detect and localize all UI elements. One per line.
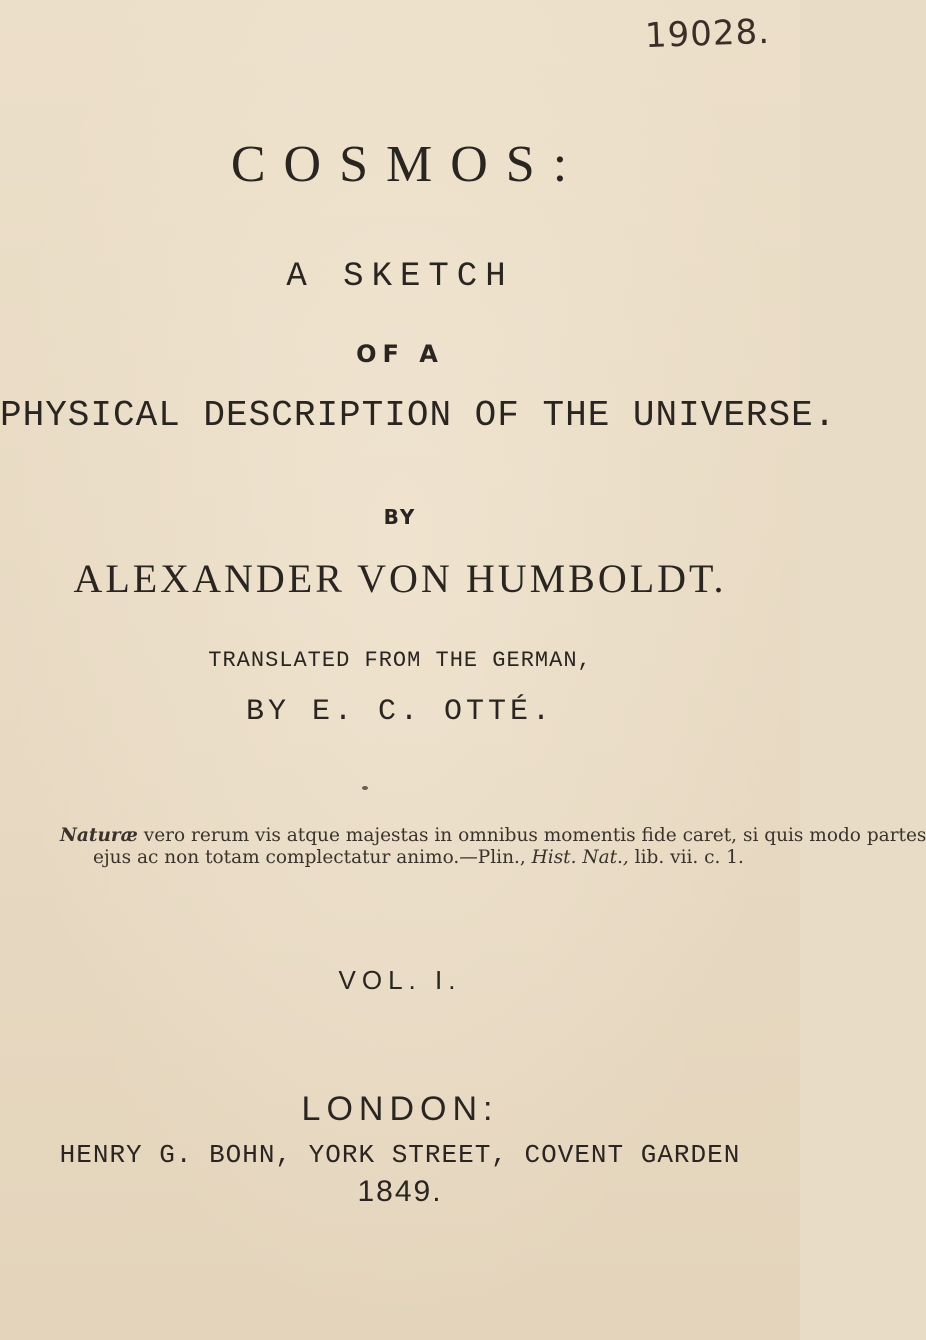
subtitle-line-2: OF A [356,340,444,368]
subtitle-line-1: A SKETCH [286,258,514,296]
ink-speck [362,786,368,790]
epigraph-line-1-text: vero rerum vis atque majestas in omnibus momentis fide caret, si quis modo partes [137,825,926,846]
publication-year: 1849. [357,1175,443,1208]
volume-label: VOL. I. [338,965,462,995]
translation-note: TRANSLATED FROM THE GERMAN, [208,648,592,673]
epigraph-line-1 [60,825,926,847]
publisher-line: HENRY G. BOHN, YORK STREET, COVENT GARDEN [59,1140,741,1170]
imprint-place: LONDON: [301,1090,499,1128]
book-title: COSMOS: [230,136,586,193]
epigraph [60,825,926,869]
epigraph-line-2 [60,847,750,869]
translator-name: BY E. C. OTTÉ. [245,695,555,729]
epigraph-work-title: Hist. Nat., [531,847,629,868]
subtitle-line-3: PHYSICAL DESCRIPTION OF THE UNIVERSE. [0,395,837,436]
epigraph-line-2-end: lib. vii. c. 1. [628,847,744,868]
author-name: ALEXANDER VON HUMBOLDT. [73,556,727,601]
by-label: BY [383,505,417,529]
epigraph-first-word: Naturæ [60,825,138,846]
shelfmark-annotation: 19028. [644,11,771,57]
epigraph-line-2-start: ejus ac non totam complectatur animo.—Plin., [93,847,532,868]
